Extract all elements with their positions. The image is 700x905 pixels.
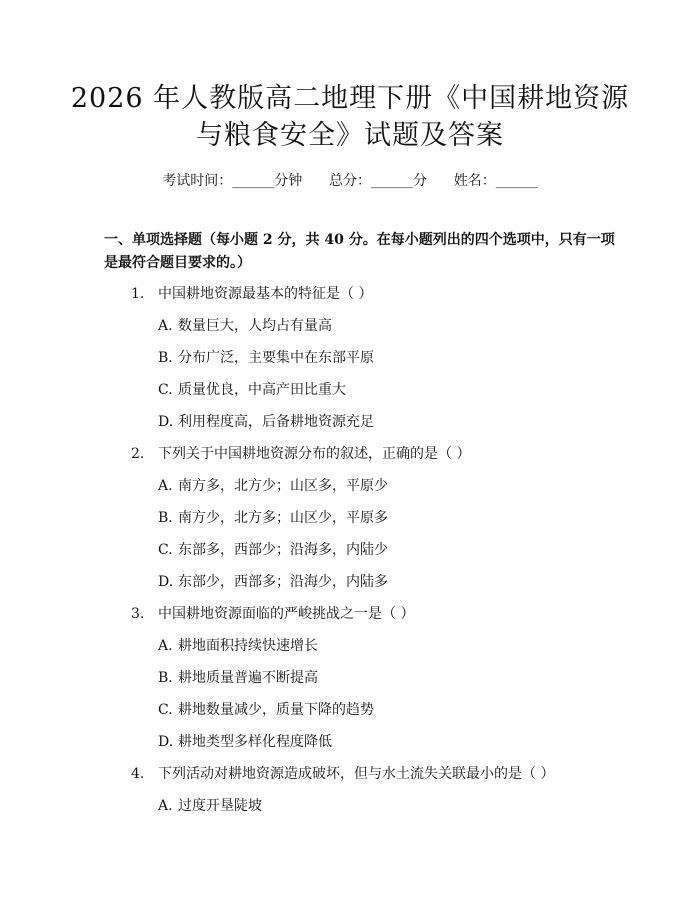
option-2d [158, 571, 388, 591]
question-number: 4. [131, 766, 145, 782]
document-title-line-1: 2026 年人教版高二地理下册《中国耕地资源 [70, 83, 630, 114]
question-number: 1. [131, 286, 145, 302]
option-text: 耕地面积持续快速增长 [178, 638, 318, 654]
option-3c [158, 699, 374, 719]
question-4 [131, 763, 554, 783]
option-2a [158, 475, 388, 495]
option-text: 南方少，北方多；山区少，平原多 [178, 510, 388, 526]
option-letter: C. [158, 382, 173, 398]
option-letter: B. [158, 350, 173, 366]
option-text: 质量优良，中高产田比重大 [178, 382, 346, 398]
option-1c [158, 379, 346, 399]
option-letter: D. [158, 414, 174, 430]
exam-info-line: 考试时间：______分钟 总分：______分 姓名：______ [162, 173, 538, 189]
question-2 [131, 443, 470, 463]
question-stem: 中国耕地资源面临的严峻挑战之一是（ ） [158, 606, 415, 622]
option-letter: A. [158, 478, 173, 494]
option-1b [158, 347, 374, 367]
option-3a [158, 635, 318, 655]
option-text: 数量巨大，人均占有量高 [178, 318, 332, 334]
section-heading: 一、单项选择题（每小题 2 分，共 40 分。在每小题列出的四个选项中，只有一项是最符合题目要求的。） [104, 232, 615, 271]
option-letter: A. [158, 318, 173, 334]
question-3 [131, 603, 414, 623]
option-4a [158, 795, 262, 815]
option-text: 耕地质量普遍不断提高 [178, 670, 318, 686]
option-letter: D. [158, 734, 174, 750]
option-text: 利用程度高，后备耕地资源充足 [178, 414, 374, 430]
option-3b [158, 667, 318, 687]
question-stem: 下列活动对耕地资源造成破坏，但与水土流失关联最小的是（ ） [158, 766, 555, 782]
option-1a [158, 315, 332, 335]
option-text: 东部少，西部多；沿海少，内陆多 [178, 574, 388, 590]
question-number: 3. [131, 606, 145, 622]
option-text: 南方多，北方少；山区多，平原少 [178, 478, 388, 494]
question-stem: 中国耕地资源最基本的特征是（ ） [158, 286, 373, 302]
question-number: 2. [131, 446, 145, 462]
option-letter: C. [158, 702, 173, 718]
option-text: 分布广泛，主要集中在东部平原 [178, 350, 374, 366]
option-2b [158, 507, 388, 527]
option-text: 过度开垦陡坡 [178, 798, 262, 814]
option-2c [158, 539, 388, 559]
option-letter: B. [158, 510, 173, 526]
question-stem: 下列关于中国耕地资源分布的叙述，正确的是（ ） [158, 446, 471, 462]
question-1 [131, 283, 372, 303]
option-letter: B. [158, 670, 173, 686]
option-letter: A. [158, 798, 173, 814]
document-title-line-2: 与粮食安全》试题及答案 [196, 120, 504, 151]
option-letter: A. [158, 638, 173, 654]
option-1d [158, 411, 374, 431]
option-text: 耕地数量减少，质量下降的趋势 [178, 702, 374, 718]
option-letter: C. [158, 542, 173, 558]
option-text: 耕地类型多样化程度降低 [178, 734, 332, 750]
option-3d [158, 731, 332, 751]
option-text: 东部多，西部少；沿海多，内陆少 [178, 542, 388, 558]
option-letter: D. [158, 574, 174, 590]
